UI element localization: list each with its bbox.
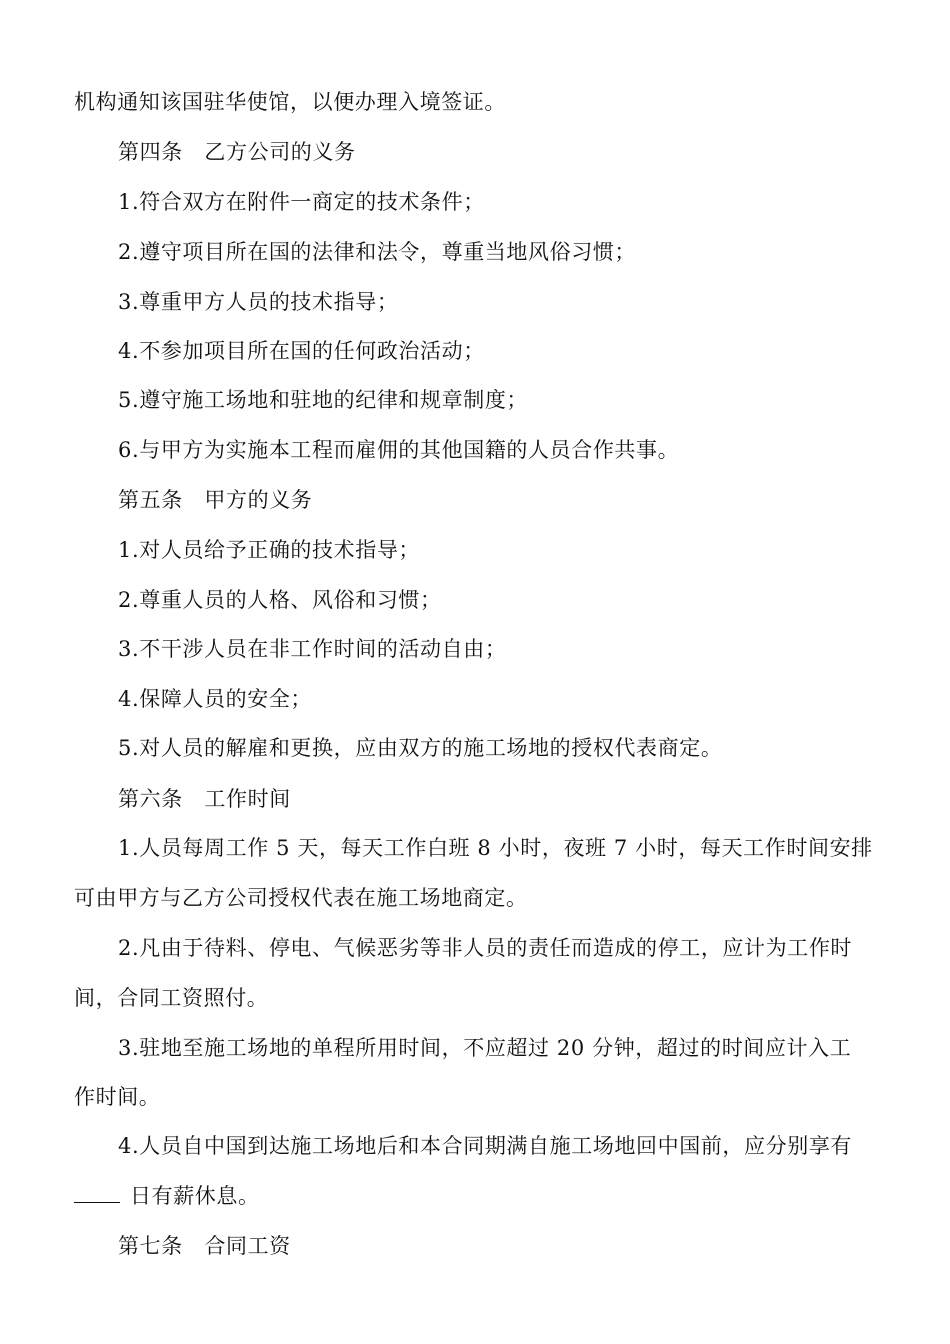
text-line: 机构通知该国驻华使馆，以便办理入境签证。 bbox=[74, 90, 506, 114]
text-line-with-blank bbox=[74, 1182, 260, 1210]
list-item: 6.与甲方为实施本工程而雇佣的其他国籍的人员合作共事。 bbox=[118, 438, 680, 462]
list-item: 2.遵守项目所在国的法律和法令，尊重当地风俗习惯； bbox=[118, 240, 637, 264]
list-item: 1.人员每周工作 5 天，每天工作白班 8 小时，夜班 7 小时，每天工作时间安排 bbox=[118, 836, 873, 860]
fill-in-blank bbox=[74, 1182, 120, 1203]
list-item: 3.不干涉人员在非工作时间的活动自由； bbox=[118, 637, 507, 661]
article-heading: 第五条 甲方的义务 bbox=[118, 488, 313, 512]
list-item: 5.对人员的解雇和更换，应由双方的施工场地的授权代表商定。 bbox=[118, 736, 723, 760]
list-item: 4.不参加项目所在国的任何政治活动； bbox=[118, 339, 485, 363]
list-item: 2.尊重人员的人格、风俗和习惯； bbox=[118, 588, 442, 612]
text-line: 作时间。 bbox=[74, 1085, 161, 1109]
text-line: 间，合同工资照付。 bbox=[74, 986, 269, 1010]
list-item: 3.尊重甲方人员的技术指导； bbox=[118, 290, 399, 314]
list-item: 2.凡由于待料、停电、气候恶劣等非人员的责任而造成的停工，应计为工作时 bbox=[118, 936, 853, 960]
list-item: 3.驻地至施工场地的单程所用时间，不应超过 20 分钟，超过的时间应计入工 bbox=[118, 1036, 852, 1060]
list-item: 4.人员自中国到达施工场地后和本合同期满自施工场地回中国前，应分别享有 bbox=[118, 1134, 853, 1158]
text-line: 可由甲方与乙方公司授权代表在施工场地商定。 bbox=[74, 886, 528, 910]
list-item: 4.保障人员的安全； bbox=[118, 687, 313, 711]
list-item: 5.遵守施工场地和驻地的纪律和规章制度； bbox=[118, 388, 529, 412]
article-heading: 第六条 工作时间 bbox=[118, 787, 291, 811]
list-item: 1.符合双方在附件一商定的技术条件； bbox=[118, 190, 485, 214]
text-fragment: 日有薪休息。 bbox=[130, 1184, 260, 1208]
article-heading: 第七条 合同工资 bbox=[118, 1234, 291, 1258]
list-item: 1.对人员给予正确的技术指导； bbox=[118, 538, 421, 562]
article-heading: 第四条 乙方公司的义务 bbox=[118, 140, 356, 164]
